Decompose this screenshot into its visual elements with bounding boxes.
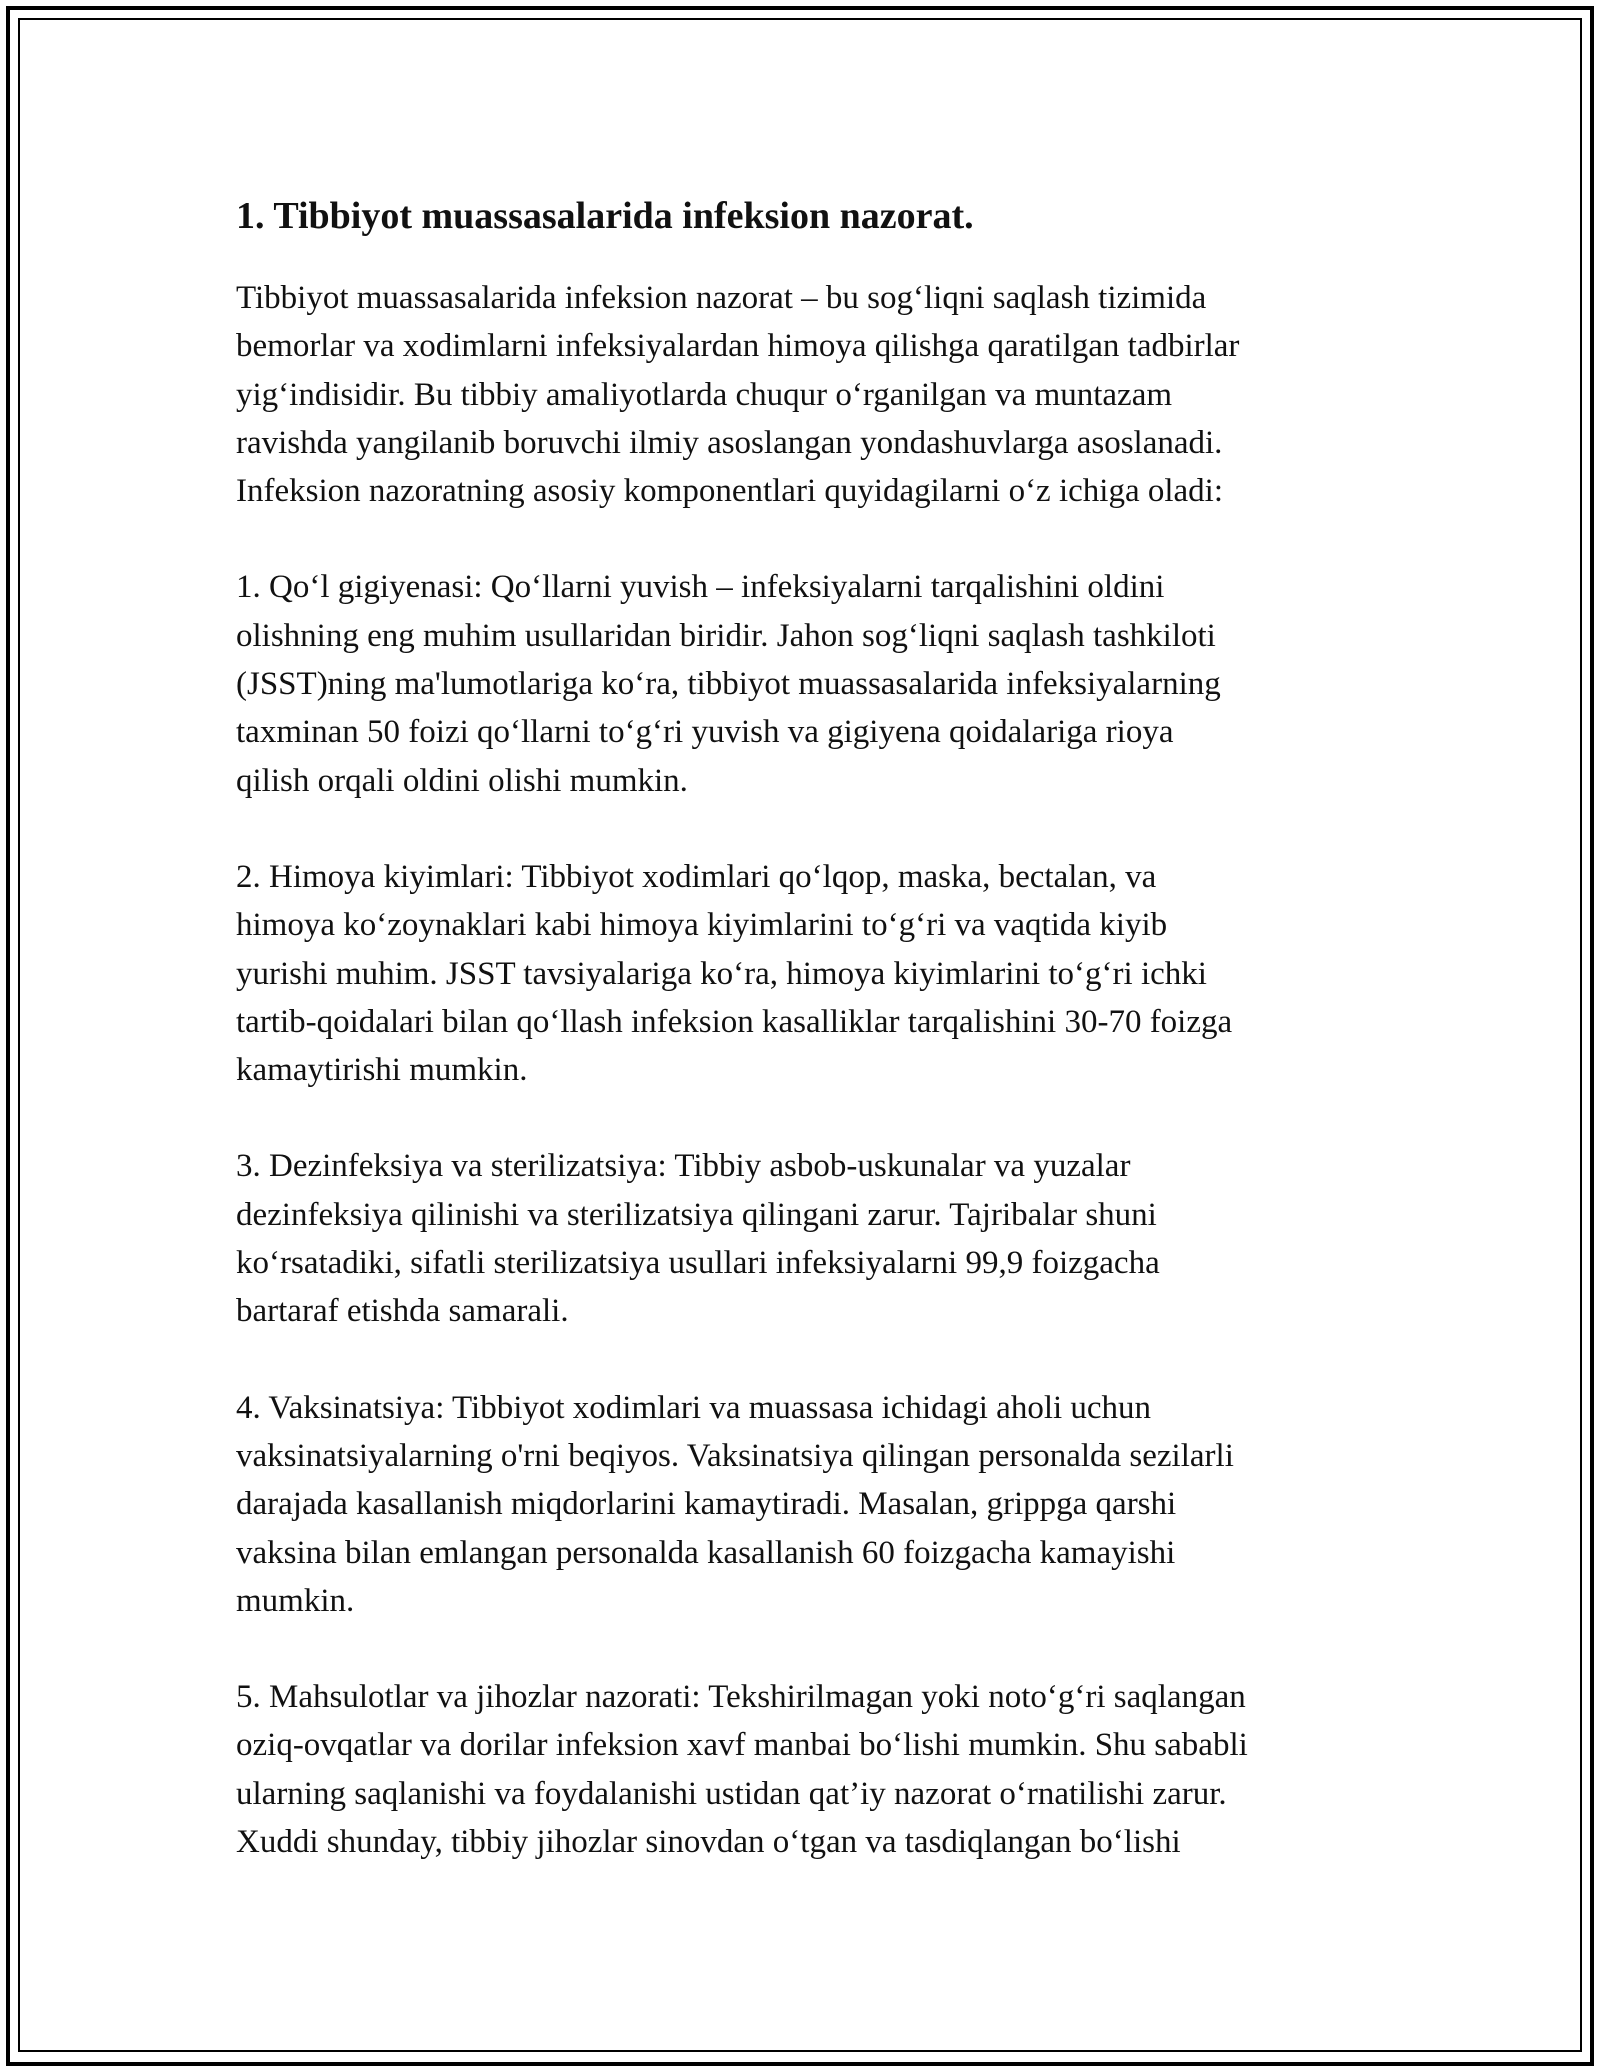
text-line: Xuddi shunday, tibbiy jihozlar sinovdan o‘tgan va tasdiqlangan bo‘lishi	[236, 1824, 1181, 1861]
text-line: 2. Himoya kiyimlari: Tibbiyot xodimlari qo‘lqop, maska, bectalan, va	[236, 858, 1157, 895]
text-line: 3. Dezinfeksiya va sterilizatsiya: Tibbiy asbob-uskunalar va yuzalar	[236, 1148, 1131, 1185]
products-control-paragraph	[236, 1673, 1376, 1866]
hand-hygiene-paragraph	[236, 563, 1376, 804]
text-line: darajada kasallanish miqdorlarini kamaytiradi. Masalan, grippga qarshi	[236, 1486, 1177, 1523]
protective-clothing-paragraph	[236, 853, 1376, 1094]
text-line: himoya ko‘zoynaklari kabi himoya kiyimlarini to‘g‘ri va vaqtida kiyib	[236, 907, 1168, 944]
text-line: qilish orqali oldini olishi mumkin.	[236, 762, 688, 799]
text-line: yurishi muhim. JSST tavsiyalariga ko‘ra, himoya kiyimlarini to‘g‘ri ichki	[236, 955, 1207, 992]
text-line: yig‘indisidir. Bu tibbiy amaliyotlarda chuqur o‘rganilgan va muntazam	[236, 376, 1173, 413]
text-line: (JSST)ning ma'lumotlariga ko‘ra, tibbiyot muassasalarida infeksiyalarning	[236, 666, 1221, 703]
text-line: 5. Mahsulotlar va jihozlar nazorati: Tekshirilmagan yoki noto‘g‘ri saqlangan	[236, 1679, 1246, 1716]
text-line: vaksinatsiyalarning o'rni beqiyos. Vaksinatsiya qilingan personalda sezilarli	[236, 1437, 1234, 1474]
text-line: ravishda yangilanib boruvchi ilmiy asoslangan yondashuvlarga asoslanadi.	[236, 424, 1223, 461]
text-line: taxminan 50 foizi qo‘llarni to‘g‘ri yuvish va gigiyena qoidalariga rioya	[236, 714, 1174, 751]
section-heading: 1. Tibbiyot muassasalarida infeksion nazorat.	[236, 195, 974, 237]
text-line: bemorlar va xodimlarni infeksiyalardan himoya qilishga qaratilgan tadbirlar	[236, 328, 1240, 365]
text-line: 4. Vaksinatsiya: Tibbiyot xodimlari va muassasa ichidagi aholi uchun	[236, 1389, 1152, 1426]
text-line: oziq-ovqatlar va dorilar infeksion xavf manbai bo‘lishi mumkin. Shu sababli	[236, 1727, 1248, 1764]
text-line: ularning saqlanishi va foydalanishi ustidan qat’iy nazorat o‘rnatilishi zarur.	[236, 1775, 1227, 1812]
text-line: bartaraf etishda samarali.	[236, 1293, 569, 1330]
intro-paragraph	[236, 274, 1376, 515]
text-line: Infeksion nazoratning asosiy komponentlari quyidagilarni o‘z ichiga oladi:	[236, 473, 1223, 510]
text-line: dezinfeksiya qilinishi va sterilizatsiya qilingani zarur. Tajribalar shuni	[236, 1196, 1157, 1233]
text-line: kamaytirishi mumkin.	[236, 1052, 528, 1089]
text-line: Tibbiyot muassasalarida infeksion nazorat – bu sog‘liqni saqlash tizimida	[236, 280, 1207, 316]
text-line: mumkin.	[236, 1582, 355, 1619]
vaccination-paragraph	[236, 1384, 1376, 1625]
text-line: tartib-qoidalari bilan qo‘llash infeksion kasalliklar tarqalishini 30-70 foizga	[236, 1003, 1233, 1040]
text-line: ko‘rsatadiki, sifatli sterilizatsiya usullari infeksiyalarni 99,9 foizgacha	[236, 1245, 1160, 1282]
disinfection-paragraph	[236, 1142, 1376, 1335]
text-line: 1. Qo‘l gigiyenasi: Qo‘llarni yuvish – infeksiyalarni tarqalishini oldini	[236, 569, 1165, 606]
document-body	[236, 188, 1376, 1914]
text-line: vaksina bilan emlangan personalda kasallanish 60 foizgacha kamayishi	[236, 1534, 1176, 1571]
text-line: olishning eng muhim usullaridan biridir. Jahon sog‘liqni saqlash tashkiloti	[236, 617, 1216, 654]
